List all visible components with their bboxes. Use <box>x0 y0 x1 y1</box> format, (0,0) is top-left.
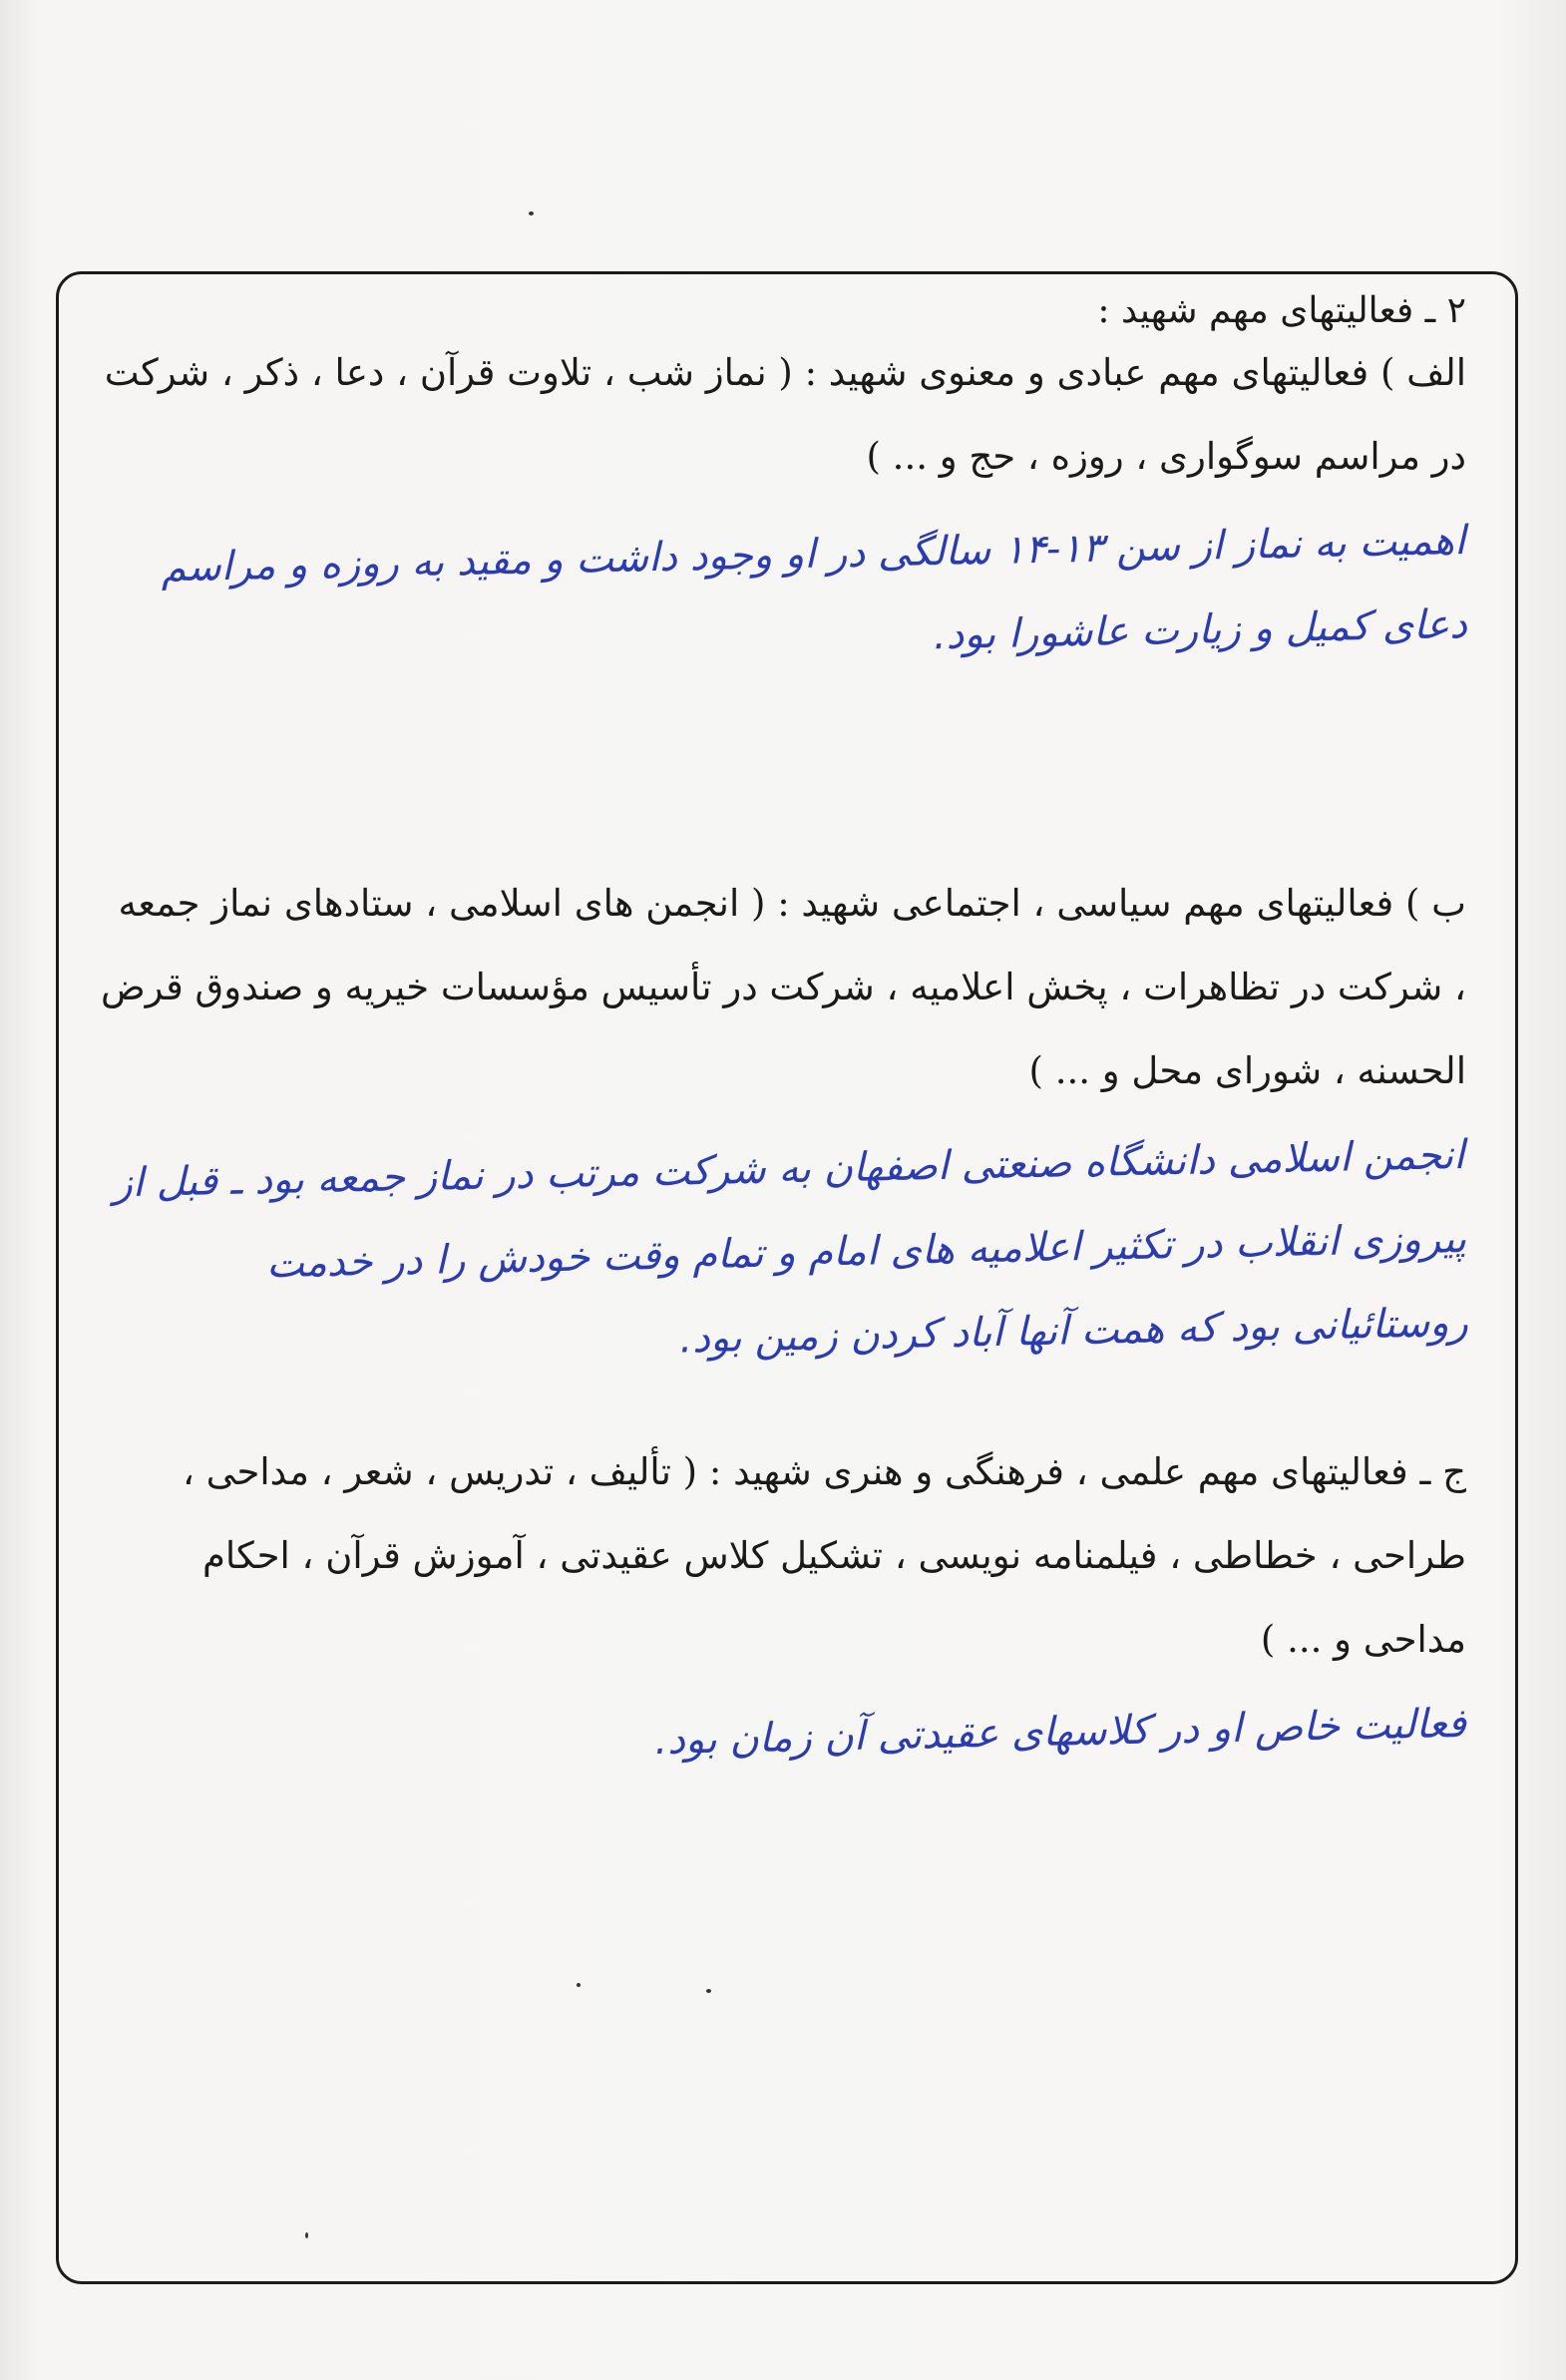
section-title: ۲ ـ فعالیتهای مهم شهید : <box>1097 290 1466 331</box>
section-c-handwritten-answer: فعالیت خاص او در کلاسهای عقیدتی آن زمان بود. <box>653 1701 1467 1765</box>
scan-speck <box>577 1983 581 1987</box>
scan-speck <box>529 211 534 215</box>
section-a <box>100 331 1466 666</box>
section-c-printed-text: ج ـ فعالیتهای مهم علمی ، فرهنگی و هنری شهید : ( تألیف ، تدریس ، شعر ، مداحی ، طراحی ، خطاطی ، فیلمنامه نویسی ، تشکیل کلاس عقیدتی ، آموزش قرآن ، احکام مداحی و ... ) <box>182 1450 1466 1661</box>
section-b-handwritten-answer: انجمن اسلامی دانشگاه صنعتی اصفهان به شرکت مرتب در نماز جمعه بود ـ قبل از پیروزی انقلاب در تکثیر اعلامیه های امام و تمام وقت خودش را در خدمت روستائیانی بود که همت آنها آباد کردن زمین بود. <box>112 1132 1469 1363</box>
section-b <box>100 862 1469 1365</box>
section-a-handwritten-answer: اهمیت به نماز از سن ۱۳-۱۴ سالگی در او وجود داشت و مقید به روزه و مراسم دعای کمیل و زیارت عاشورا بود. <box>160 518 1468 659</box>
section-c <box>100 1430 1466 1766</box>
scan-speck <box>305 2232 308 2238</box>
section-b-printed-text: ب ) فعالیتهای مهم سیاسی ، اجتماعی شهید : ( انجمن های اسلامی ، ستادهای نماز جمعه ، شرکت در تظاهرات ، پخش اعلامیه ، شرکت در تأسیس مؤسسات خیریه و صندوق قرض الحسنه ، شورای محل و ... ) <box>100 882 1466 1092</box>
scan-speck <box>706 1989 711 1993</box>
document-body <box>100 281 1469 1765</box>
section-a-printed-text: الف ) فعالیتهای مهم عبادی و معنوی شهید : ( نماز شب ، تلاوت قرآن ، دعا ، ذکر ، شرکت در مراسم سوگواری ، روزه ، حج و ... ) <box>104 351 1466 478</box>
